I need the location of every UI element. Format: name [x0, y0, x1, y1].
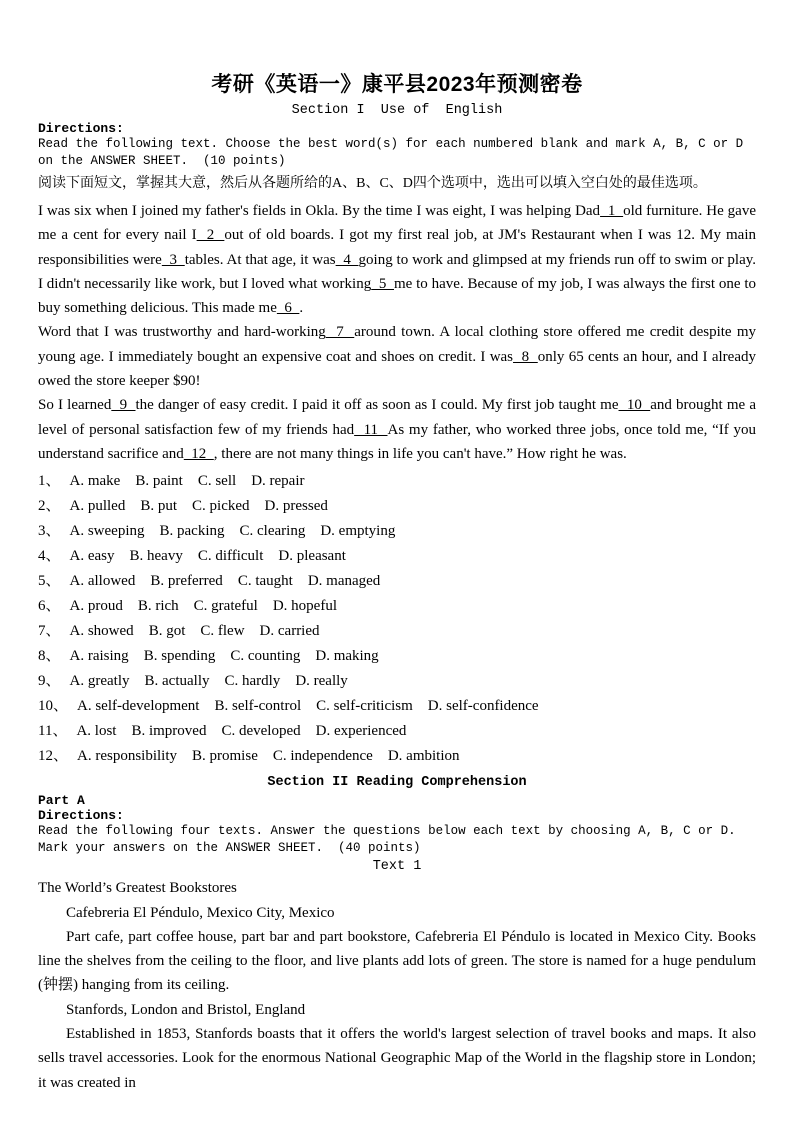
question-option: C. hardly: [224, 673, 281, 690]
question-option: B. paint: [135, 473, 183, 490]
question-option: C. counting: [230, 648, 301, 665]
cloze-passage: [38, 199, 756, 466]
reading-paragraph: Cafebreria El Péndulo, Mexico City, Mexico: [66, 904, 335, 921]
question-option: C. grateful: [193, 598, 258, 615]
question-option: D. really: [295, 673, 348, 690]
cloze-blank: 1: [600, 203, 624, 219]
question-option: C. clearing: [239, 523, 306, 540]
cloze-blank: 5: [371, 275, 394, 292]
question-row: [38, 719, 756, 744]
question-list: [38, 469, 756, 769]
question-option: D. hopeful: [272, 598, 337, 615]
question-option: A. self-development: [77, 698, 200, 715]
cloze-blank: 10: [618, 397, 651, 414]
question-row: [38, 594, 756, 619]
section2-directions-text: Read the following four texts. Answer the questions below each text by choosing A, B, C or D. Mark your answers on the ANSWER SHEET. (40 points): [38, 824, 744, 855]
reading-paragraphs: [38, 876, 756, 1095]
question-option: D. making: [315, 648, 379, 665]
reading-paragraph: Established in 1853, Stanfords boasts that it offers the world's largest selection of travel books and maps. It also sells travel accessories. Look for the enormous National Geographic Map of the World in the flagship store in London; it was created in: [38, 1026, 756, 1091]
question-row: [38, 544, 756, 569]
question-option: B. packing: [159, 523, 225, 540]
question-option: A. responsibility: [77, 748, 178, 765]
section2-directions-label: Directions:: [38, 808, 124, 824]
question-option: A. pulled: [69, 498, 126, 515]
part-a-label: Part A: [38, 793, 85, 809]
question-option: C. taught: [237, 573, 293, 590]
question-number: 7、: [38, 623, 61, 640]
cloze-blank: 9: [111, 397, 136, 414]
question-row: [38, 744, 756, 769]
question-number: 2、: [38, 498, 61, 515]
question-option: B. put: [140, 498, 178, 515]
question-option: D. experienced: [315, 723, 407, 740]
cloze-blank: 6: [276, 300, 300, 317]
question-row: [38, 619, 756, 644]
cloze-blank: 4: [335, 251, 359, 268]
question-number: 5、: [38, 573, 61, 590]
question-option: A. showed: [69, 623, 134, 640]
text1-heading: Text 1: [372, 859, 422, 875]
reading-paragraph: Part cafe, part coffee house, part bar and part bookstore, Cafebreria El Péndulo is located in Mexico City. Books line the shelves from the ceiling to the floor, and live plants add lots of green. The store is named for a huge pendulum (钟摆) hanging from its ceiling.: [38, 928, 756, 994]
question-number: 4、: [38, 548, 61, 565]
question-option: C. self-criticism: [316, 698, 413, 715]
section2-heading: Section II Reading Comprehension: [267, 775, 527, 791]
question-option: B. improved: [131, 723, 207, 740]
question-option: D. self-confidence: [427, 698, 539, 715]
question-row: [38, 519, 756, 544]
question-option: D. pressed: [264, 498, 328, 515]
question-option: A. raising: [69, 648, 129, 665]
question-option: C. picked: [192, 498, 250, 515]
question-option: A. proud: [69, 598, 123, 615]
question-option: D. carried: [259, 623, 320, 640]
question-number: 3、: [38, 523, 61, 540]
question-option: A. greatly: [69, 673, 130, 690]
question-option: D. ambition: [387, 748, 460, 765]
passage-paragraph: So I learned 9 the danger of easy credit. I paid it off as soon as I could. My first job taught me 10 and brought me a level of personal satisfaction few of my friends had 11 As my father, who worked three jobs, once told me, “If you understand sacrifice and 12 , there are not many things in life you can't have.” How right he was.: [38, 397, 757, 462]
question-option: B. got: [148, 623, 186, 640]
question-number: 6、: [38, 598, 61, 615]
question-number: 1、: [38, 473, 61, 490]
question-number: 8、: [38, 648, 61, 665]
cloze-blank: 2: [196, 227, 225, 244]
question-option: B. actually: [144, 673, 210, 690]
section1-directions-text: Read the following text. Choose the best word(s) for each numbered blank and mark A, B, C or D on the ANSWER SHEET. (10 points): [38, 137, 751, 168]
question-row: [38, 569, 756, 594]
question-number: 11、: [38, 723, 68, 740]
question-number: 10、: [38, 698, 69, 715]
question-row: [38, 694, 756, 719]
cloze-blank: 8: [513, 348, 538, 365]
question-option: B. spending: [143, 648, 216, 665]
question-option: A. make: [69, 473, 121, 490]
section1-directions-label: Directions:: [38, 121, 124, 136]
question-option: B. heavy: [129, 548, 183, 565]
section1-directions-chinese: 阅读下面短文，掌握其大意，然后从各题所给的A、B、C、D四个选项中，选出可以填入空白处的最佳选项。: [38, 176, 707, 191]
question-row: [38, 669, 756, 694]
question-option: A. sweeping: [69, 523, 145, 540]
passage-paragraph: Word that I was trustworthy and hard-working 7 around town. A local clothing store offered me credit despite my young age. I immediately bought an expensive coat and shoes on credit. I was 8 only 65 cents an hour, and I already owed the store keeper $90!: [38, 324, 756, 390]
question-row: [38, 494, 756, 519]
question-row: [38, 644, 756, 669]
question-option: B. self-control: [214, 698, 302, 715]
cloze-blank: 11: [354, 421, 388, 438]
question-option: A. allowed: [69, 573, 136, 590]
cloze-blank: 12: [183, 445, 214, 462]
question-option: B. promise: [192, 748, 258, 765]
question-option: C. flew: [200, 623, 245, 640]
question-option: C. independence: [272, 748, 373, 765]
question-option: C. difficult: [197, 548, 264, 565]
question-option: B. preferred: [150, 573, 223, 590]
question-number: 12、: [38, 748, 69, 765]
question-number: 9、: [38, 673, 61, 690]
exam-title: 考研《英语一》康平县2023年预测密卷: [211, 73, 583, 96]
question-option: D. repair: [251, 473, 305, 490]
question-option: B. rich: [137, 598, 179, 615]
question-option: D. pleasant: [278, 548, 346, 565]
cloze-blank: 7: [325, 324, 355, 341]
reading-paragraph: Stanfords, London and Bristol, England: [66, 1001, 306, 1018]
question-option: A. easy: [69, 548, 115, 565]
question-option: C. developed: [221, 723, 301, 740]
passage-paragraph: I was six when I joined my father's fields in Okla. By the time I was eight, I was helping Dad 1 old furniture. He gave me a cent for every nail I 2 out of old boards. I got my first real job, at JM's Restaurant when I was 12. My main responsibilities were 3 tables. At that age, it was 4 going to work and glimpsed at my friends run off to swim or play. I didn't necessarily like work, but I loved what working 5 me to have. Because of my job, I was always the first one to buy something delicious. This made me 6 .: [38, 203, 757, 317]
question-option: A. lost: [76, 723, 117, 740]
section1-heading: Section I Use of English: [291, 103, 503, 118]
cloze-blank: 3: [161, 251, 185, 268]
question-option: D. managed: [307, 573, 381, 590]
question-option: C. sell: [197, 473, 237, 490]
question-option: D. emptying: [320, 523, 396, 540]
reading-paragraph: The World’s Greatest Bookstores: [38, 880, 237, 897]
question-row: [38, 469, 756, 494]
